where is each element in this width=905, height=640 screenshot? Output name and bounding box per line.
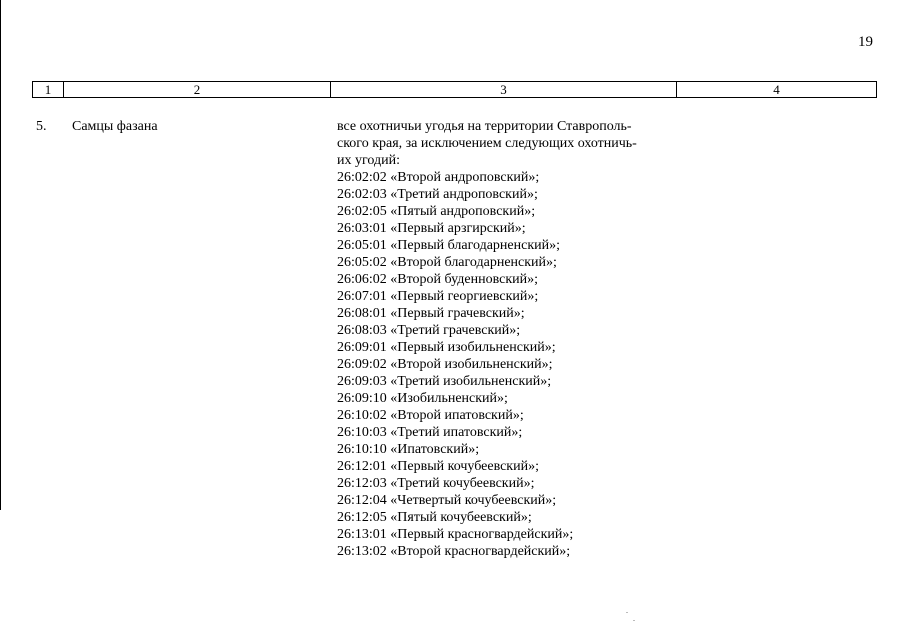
intro-text (337, 118, 670, 169)
excluded-land-item: 26:02:03 «Третий андроповский»; (337, 187, 538, 202)
intro-line: все охотничьи угодья на территории Ставрополь- (337, 119, 632, 134)
excluded-land-item: 26:09:03 «Третий изобильненский»; (337, 374, 552, 389)
page-number: 19 (858, 34, 873, 50)
intro-line: ского края, за исключением следующих охотничь- (337, 136, 637, 151)
excluded-land-item: 26:10:03 «Третий ипатовский»; (337, 425, 523, 440)
header-cell-4: 4 (677, 82, 877, 98)
excluded-land-item: 26:10:10 «Ипатовский»; (337, 442, 480, 457)
excluded-land-item: 26:10:02 «Второй ипатовский»; (337, 408, 524, 423)
header-cell-1: 1 (33, 82, 64, 98)
excluded-land-item: 26:05:02 «Второй благодарненский»; (337, 255, 557, 270)
excluded-land-item: 26:13:02 «Второй красногвардейский»; (337, 544, 571, 559)
species-name: Самцы фазана (72, 119, 158, 134)
header-cell-2: 2 (64, 82, 331, 98)
excluded-land-item: 26:12:01 «Первый кочубеевский»; (337, 459, 539, 474)
header-row (33, 82, 877, 98)
column-number-header (32, 81, 877, 98)
excluded-land-item: 26:08:03 «Третий грачевский»; (337, 323, 521, 338)
excluded-land-item: 26:12:05 «Пятый кочубеевский»; (337, 510, 532, 525)
excluded-land-item: 26:02:02 «Второй андроповский»; (337, 170, 540, 185)
entry-number: 5. (36, 119, 47, 134)
header-cell-3: 3 (331, 82, 677, 98)
excluded-land-item: 26:07:01 «Первый георгиевский»; (337, 289, 539, 304)
excluded-lands-list (337, 169, 670, 560)
hunting-grounds-description (337, 118, 670, 560)
intro-line: их угодий: (337, 153, 400, 168)
scan-speck (626, 612, 628, 613)
excluded-land-item: 26:13:01 «Первый красногвардейский»; (337, 527, 574, 542)
excluded-land-item: 26:05:01 «Первый благодарненский»; (337, 238, 561, 253)
excluded-land-item: 26:09:02 «Второй изобильненский»; (337, 357, 553, 372)
scan-speck (633, 620, 635, 621)
excluded-land-item: 26:09:10 «Изобильненский»; (337, 391, 508, 406)
excluded-land-item: 26:12:04 «Четвертый кочубеевский»; (337, 493, 557, 508)
excluded-land-item: 26:09:01 «Первый изобильненский»; (337, 340, 556, 355)
excluded-land-item: 26:12:03 «Третий кочубеевский»; (337, 476, 535, 491)
excluded-land-item: 26:02:05 «Пятый андроповский»; (337, 204, 536, 219)
excluded-land-item: 26:06:02 «Второй буденновский»; (337, 272, 538, 287)
excluded-land-item: 26:08:01 «Первый грачевский»; (337, 306, 525, 321)
page-left-border (0, 0, 1, 510)
excluded-land-item: 26:03:01 «Первый арзгирский»; (337, 221, 526, 236)
